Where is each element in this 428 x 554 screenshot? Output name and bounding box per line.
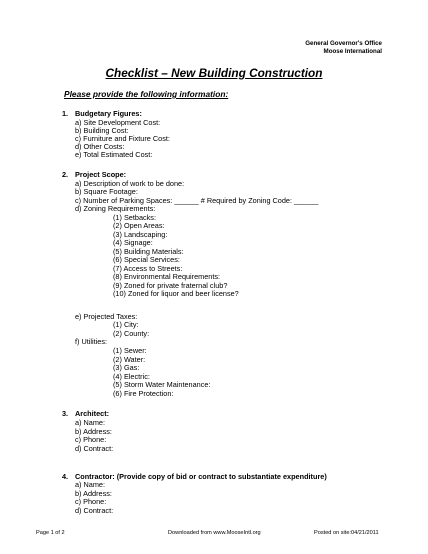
zoning-item: (1) Setbacks: bbox=[113, 213, 156, 222]
organization-name: Moose International bbox=[323, 48, 382, 55]
tax-item: (1) City: bbox=[113, 320, 139, 329]
zoning-item: (2) Open Areas: bbox=[113, 221, 165, 230]
list-item: c) Phone: bbox=[75, 435, 107, 444]
list-item: b) Address: bbox=[75, 489, 112, 498]
page-title: Checklist – New Building Construction bbox=[105, 66, 323, 80]
list-item: a) Site Development Cost: bbox=[75, 118, 161, 127]
list-item: a) Name: bbox=[75, 480, 106, 489]
utility-item: (6) Fire Protection: bbox=[113, 389, 174, 398]
download-source: Downloaded from www.MooseIntl.org bbox=[168, 530, 261, 536]
zoning-item: (9) Zoned for private fraternal club? bbox=[113, 281, 228, 290]
zoning-item: (10) Zoned for liquor and beer license? bbox=[113, 289, 239, 298]
section-number: 4. bbox=[62, 472, 69, 481]
zoning-item: (6) Special Services: bbox=[113, 255, 180, 264]
tax-item: (2) County: bbox=[113, 329, 150, 338]
office-name: General Governor's Office bbox=[305, 40, 382, 47]
section-title: Architect: bbox=[75, 409, 110, 418]
list-item: c) Furniture and Fixture Cost: bbox=[75, 134, 170, 143]
section-number: 3. bbox=[62, 409, 69, 418]
utility-item: (2) Water: bbox=[113, 355, 146, 364]
office-header bbox=[305, 40, 382, 56]
zoning-item: (7) Access to Streets: bbox=[113, 264, 183, 273]
list-item: c) Number of Parking Spaces: ______ # Required by Zoning Code: ______ bbox=[75, 196, 319, 205]
section-title: Project Scope: bbox=[75, 170, 127, 179]
list-item: c) Phone: bbox=[75, 497, 107, 506]
list-item: b) Building Cost: bbox=[75, 126, 129, 135]
list-item: a) Name: bbox=[75, 418, 106, 427]
list-item: a) Description of work to be done: bbox=[75, 179, 185, 188]
zoning-item: (5) Building Materials: bbox=[113, 247, 184, 256]
section-title: Contractor: (Provide copy of bid or contract to substantiate expenditure) bbox=[75, 472, 327, 481]
list-item: e) Total Estimated Cost: bbox=[75, 150, 153, 159]
section-number: 1. bbox=[62, 109, 69, 118]
utilities-label: f) Utilities: bbox=[75, 337, 108, 346]
section-title: Budgetary Figures: bbox=[75, 109, 142, 118]
instructions-heading: Please provide the following information: bbox=[64, 89, 229, 99]
zoning-item: (4) Signage: bbox=[113, 238, 153, 247]
section-number: 2. bbox=[62, 170, 69, 179]
list-item: b) Square Footage: bbox=[75, 187, 138, 196]
list-item: b) Address: bbox=[75, 427, 112, 436]
list-item: d) Zoning Requirements: bbox=[75, 204, 156, 213]
utility-item: (3) Gas: bbox=[113, 363, 140, 372]
projected-taxes-label: e) Projected Taxes: bbox=[75, 312, 138, 321]
zoning-item: (8) Environmental Requirements: bbox=[113, 272, 221, 281]
zoning-item: (3) Landscaping: bbox=[113, 230, 168, 239]
utility-item: (4) Electric: bbox=[113, 372, 150, 381]
page-number: Page 1 of 2 bbox=[36, 530, 65, 536]
utility-item: (5) Storm Water Maintenance: bbox=[113, 380, 211, 389]
list-item: d) Other Costs: bbox=[75, 142, 125, 151]
list-item: d) Contract: bbox=[75, 444, 114, 453]
list-item: d) Contract: bbox=[75, 506, 114, 515]
posted-date: Posted on site:04/21/2011 bbox=[314, 530, 379, 536]
utility-item: (1) Sewer: bbox=[113, 346, 147, 355]
